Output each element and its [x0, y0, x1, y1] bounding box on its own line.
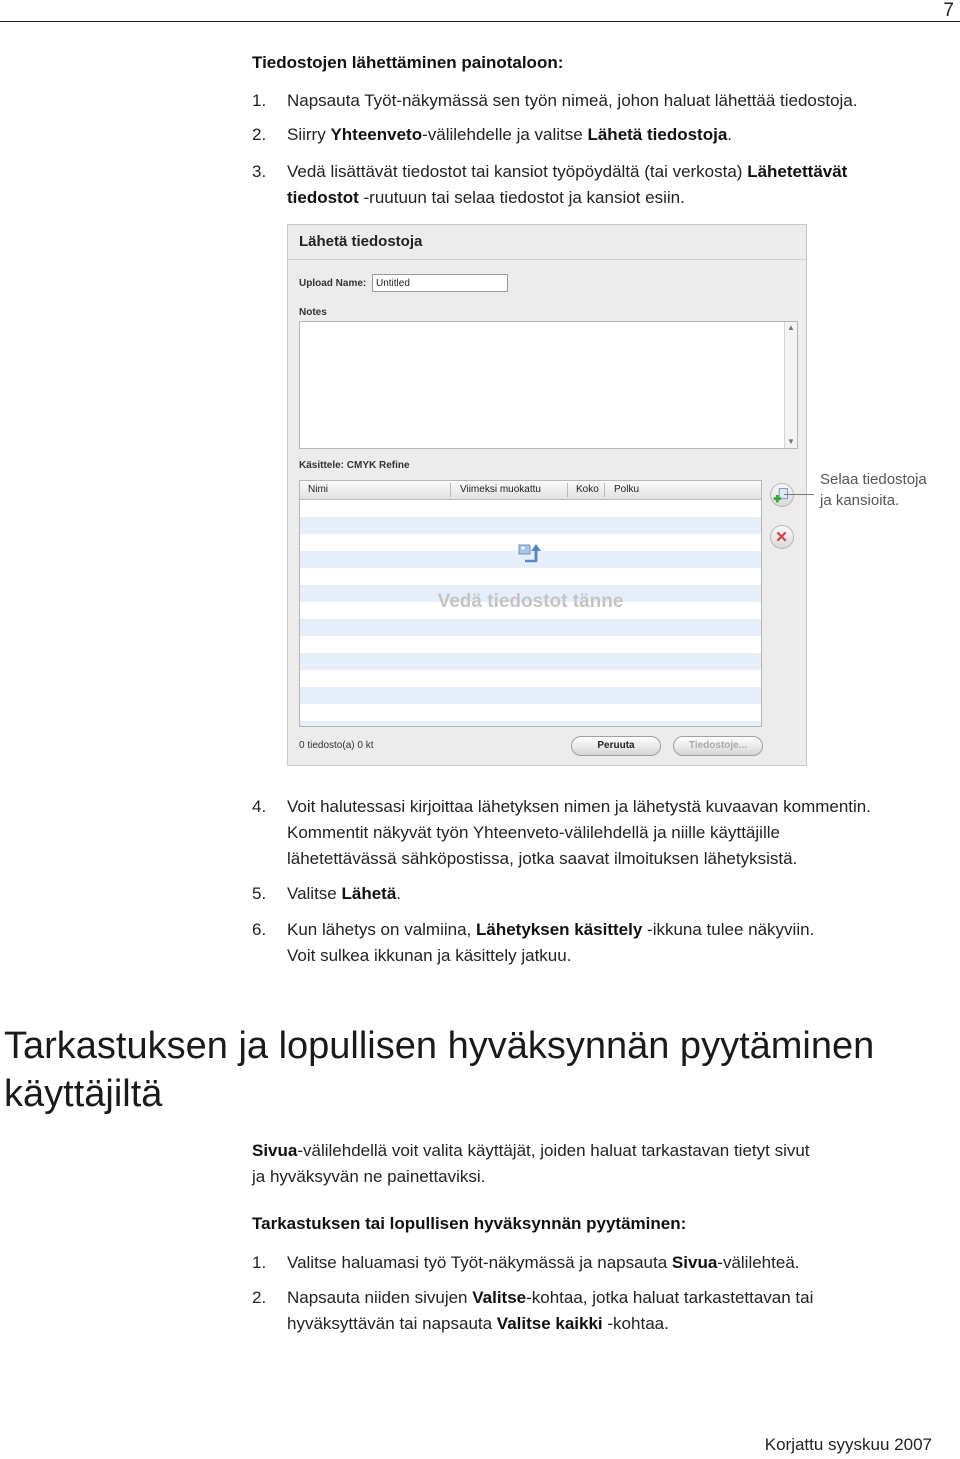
upload-name-label: Upload Name:: [299, 278, 367, 289]
step-number: 4.: [252, 797, 267, 816]
step-number: 1.: [252, 91, 267, 110]
step-text: tiedostot -ruutuun tai selaa tiedostot ja kansiot esiin.: [287, 188, 685, 207]
step-text: Kun lähetys on valmiina, Lähetyksen käsittely -ikkuna tulee näkyviin.: [287, 920, 815, 939]
table-row: [300, 619, 761, 636]
step-number: 6.: [252, 920, 267, 939]
column-divider: [450, 483, 451, 497]
step-text: Voit halutessasi kirjoittaa lähetyksen nimen ja lähetystä kuvaavan kommentin.: [287, 797, 871, 816]
step-number: 1.: [252, 1253, 267, 1272]
drop-upload-icon: [516, 537, 546, 567]
step-text: Kommentit näkyvät työn Yhteenveto-välilehdellä ja niille käyttäjille: [287, 823, 780, 842]
step-text: Valitse haluamasi työ Työt-näkymässä ja napsauta Sivua-välilehteä.: [287, 1253, 800, 1272]
step-number: 2.: [252, 1288, 267, 1307]
footer-revision: Korjattu syyskuu 2007: [764, 1435, 932, 1454]
section-title: käyttäjiltä: [4, 1073, 163, 1115]
step-number: 2.: [252, 125, 267, 144]
remove-files-button[interactable]: [770, 525, 794, 549]
table-row: [300, 721, 761, 727]
step-text: Siirry Yhteenveto-välilehdelle ja valitse Lähetä tiedostoja.: [287, 125, 733, 144]
step-text: Napsauta niiden sivujen Valitse-kohtaa, jotka haluat tarkastettavan tai: [287, 1288, 814, 1307]
notes-textarea[interactable]: [299, 321, 798, 449]
column-header-name[interactable]: Nimi: [308, 484, 328, 495]
upload-name-input[interactable]: [372, 274, 508, 292]
file-count-status: 0 tiedosto(a) 0 kt: [299, 740, 374, 751]
table-row: [300, 687, 761, 704]
intro-text: Sivua-välilehdellä voit valita käyttäjät, joiden haluat tarkastavan tietyt sivut: [252, 1141, 810, 1160]
upload-dialog: [287, 224, 807, 766]
callout-browse: [820, 469, 927, 511]
drop-zone-text: Vedä tiedostot tänne: [437, 591, 624, 612]
section-heading-review: Tarkastuksen tai lopullisen hyväksynnän pyytäminen:: [252, 1214, 687, 1233]
step-text: lähetettävässä sähköpostissa, jotka saavat ilmoituksen lähetyksistä.: [287, 849, 798, 868]
table-row: [300, 517, 761, 534]
add-file-icon: [771, 484, 793, 506]
column-divider: [604, 483, 605, 497]
page-number: 7: [943, 0, 954, 21]
remove-icon: [771, 526, 793, 548]
callout-leader-line: [784, 494, 814, 495]
file-drop-table[interactable]: [299, 480, 762, 727]
add-files-button[interactable]: [770, 483, 794, 507]
section-title: Tarkastuksen ja lopullisen hyväksynnän pyytäminen: [4, 1025, 875, 1067]
table-row: [300, 653, 761, 670]
step-number: 3.: [252, 162, 267, 181]
dialog-divider: [288, 259, 806, 260]
column-header-size[interactable]: Koko: [576, 484, 599, 495]
notes-label: Notes: [299, 307, 327, 318]
handler-label: Käsittele: CMYK Refine: [299, 460, 410, 471]
step-text: Napsauta Työt-näkymässä sen työn nimeä, johon haluat lähettää tiedostoja.: [287, 91, 858, 110]
table-header: [300, 481, 761, 500]
dialog-title: Lähetä tiedostoja: [299, 233, 423, 250]
step-text: hyväksyttävän tai napsauta Valitse kaikki -kohtaa.: [287, 1314, 669, 1333]
step-text: Vedä lisättävät tiedostot tai kansiot työpöydältä (tai verkosta) Lähetettävät: [287, 162, 848, 181]
step-text: Valitse Lähetä.: [287, 884, 402, 903]
step-number: 5.: [252, 884, 267, 903]
scroll-down-icon[interactable]: ▼: [787, 437, 795, 446]
column-header-modified[interactable]: Viimeksi muokattu: [460, 484, 541, 495]
callout-line: Selaa tiedostoja: [820, 471, 927, 488]
callout-line: ja kansioita.: [820, 492, 900, 509]
intro-text: ja hyväksyvän ne painettaviksi.: [252, 1167, 486, 1186]
section-heading-upload: Tiedostojen lähettäminen painotaloon:: [252, 53, 564, 72]
column-divider: [567, 483, 568, 497]
cancel-button[interactable]: Peruuta: [571, 736, 661, 756]
notes-scrollbar[interactable]: [784, 322, 797, 448]
browse-files-button[interactable]: Tiedostoje...: [673, 736, 763, 756]
step-text: Voit sulkea ikkunan ja käsittely jatkuu.: [287, 946, 572, 965]
column-header-path[interactable]: Polku: [614, 484, 640, 495]
top-rule: [0, 21, 960, 22]
scroll-up-icon[interactable]: ▲: [787, 323, 795, 332]
